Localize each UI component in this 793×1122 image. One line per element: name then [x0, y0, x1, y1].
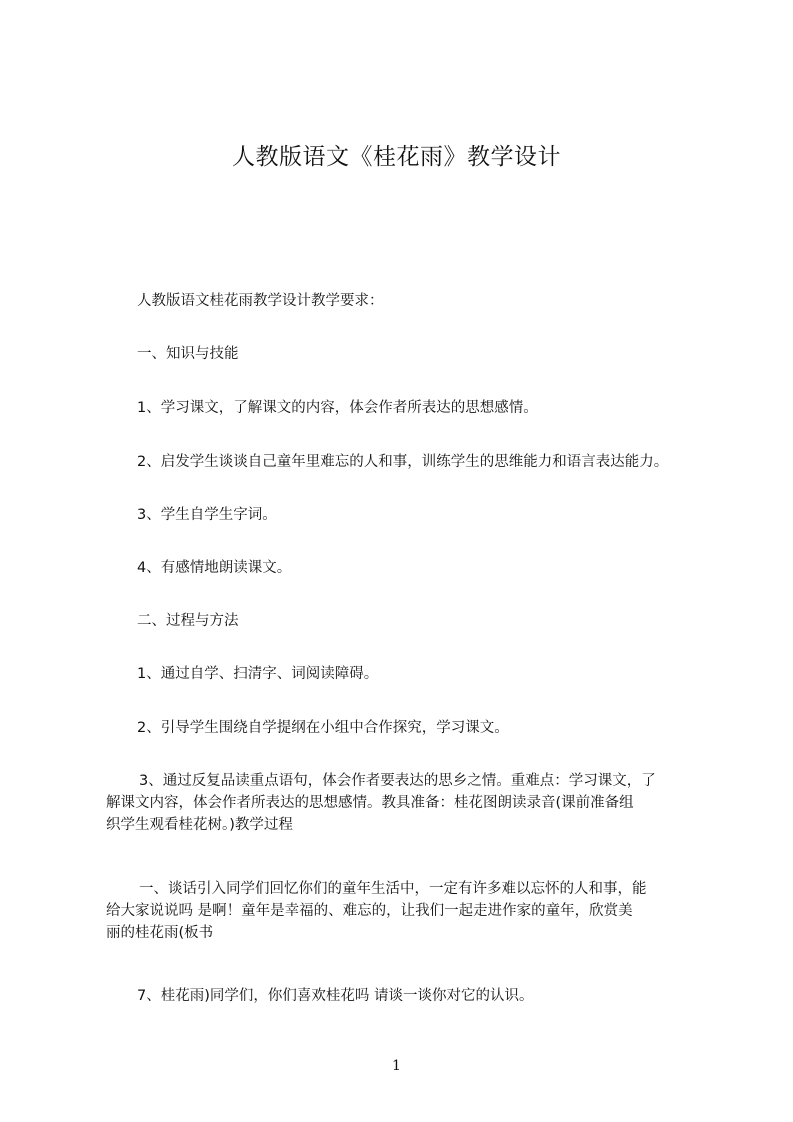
paragraph-item-1: 1、学习课文，了解课文的内容，体会作者所表达的思想感情。 — [137, 400, 538, 416]
heading-process-methods: 二、过程与方法 — [137, 613, 239, 629]
page-number: 1 — [392, 1058, 401, 1074]
paragraph-item-3: 3、学生自学生字词。 — [137, 507, 277, 523]
paragraph-line: 3、通过反复品读重点语句，体会作者要表达的思乡之情。重难点：学习课文，了 — [139, 773, 656, 789]
paragraph-method-2: 2、引导学生围绕自学提纲在小组中合作探究，学习课文。 — [137, 720, 509, 736]
paragraph-item-7: 7、桂花雨)同学们，你们喜欢桂花吗 请谈一谈你对它的认识。 — [137, 988, 534, 1004]
paragraph-item-2: 2、启发学生谈谈自己童年里难忘的人和事，训练学生的思维能力和语言表达能力。 — [137, 454, 669, 470]
paragraph-intro — [106, 878, 647, 944]
paragraph-item-4: 4、有感情地朗读课文。 — [137, 560, 292, 576]
paragraph-line: 丽的桂花雨(板书 — [106, 925, 214, 941]
paragraph-method-1: 1、通过自学、扫清字、词阅读障碍。 — [137, 666, 379, 682]
paragraph-line: 织学生观看桂花树。)教学过程 — [106, 817, 293, 833]
paragraph-line: 给大家说说吗 是啊！童年是幸福的、难忘的，让我们一起走进作家的童年，欣赏美 — [106, 903, 633, 919]
paragraph-line: 一、谈话引入同学们回忆你们的童年生活中，一定有许多难以忘怀的人和事，能 — [139, 881, 647, 897]
paragraph-method-3 — [106, 770, 656, 836]
heading-knowledge-skills: 一、知识与技能 — [137, 346, 239, 362]
paragraph-teaching-requirements: 人教版语文桂花雨教学设计教学要求： — [137, 293, 384, 309]
document-title: 人教版语文《桂花雨》教学设计 — [232, 144, 561, 170]
paragraph-line: 解课文内容，体会作者所表达的思想感情。教具准备：桂花图朗读录音(课前准备组 — [106, 795, 634, 811]
